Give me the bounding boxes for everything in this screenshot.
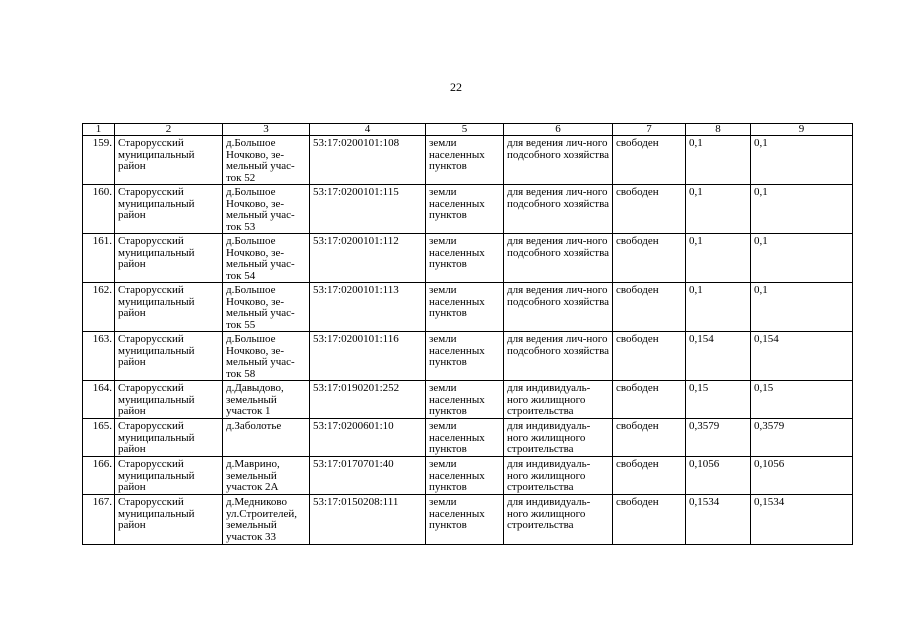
cadastral-number-cell: 53:17:0170701:40 — [310, 457, 426, 495]
district-cell: Старорусский муниципальный район — [115, 136, 223, 185]
area-cell-1: 0,154 — [686, 332, 751, 381]
row-number: 166. — [83, 457, 115, 495]
district-cell: Старорусский муниципальный район — [115, 185, 223, 234]
area-cell-1: 0,15 — [686, 381, 751, 419]
area-cell-2: 0,154 — [751, 332, 853, 381]
land-category-cell: земли населенных пунктов — [426, 332, 504, 381]
table-row — [83, 381, 853, 419]
status-cell: свободен — [613, 283, 686, 332]
row-number: 164. — [83, 381, 115, 419]
district-cell: Старорусский муниципальный район — [115, 457, 223, 495]
cadastral-number-cell: 53:17:0200601:10 — [310, 419, 426, 457]
district-cell: Старорусский муниципальный район — [115, 283, 223, 332]
table-row — [83, 136, 853, 185]
cadastral-number-cell: 53:17:0200101:113 — [310, 283, 426, 332]
location-cell: д.Маврино, земельный участок 2А — [223, 457, 310, 495]
row-number: 162. — [83, 283, 115, 332]
area-cell-2: 0,3579 — [751, 419, 853, 457]
header-col-8: 8 — [686, 124, 751, 136]
land-category-cell: земли населенных пунктов — [426, 381, 504, 419]
area-cell-1: 0,1 — [686, 185, 751, 234]
land-category-cell: земли населенных пунктов — [426, 419, 504, 457]
table-row — [83, 283, 853, 332]
location-cell: д.Медниково ул.Строителей, земельный участок 33 — [223, 495, 310, 545]
location-cell: д.Большое Ночково, зе-мельный учас-ток 55 — [223, 283, 310, 332]
land-category-cell: земли населенных пунктов — [426, 457, 504, 495]
location-cell: д.Большое Ночково, зе-мельный учас-ток 58 — [223, 332, 310, 381]
permitted-use-cell: для индивидуаль-ного жилищного строительства — [504, 381, 613, 419]
table-row — [83, 332, 853, 381]
header-col-5: 5 — [426, 124, 504, 136]
location-cell: д.Большое Ночково, зе-мельный учас-ток 52 — [223, 136, 310, 185]
row-number: 165. — [83, 419, 115, 457]
header-col-9: 9 — [751, 124, 853, 136]
area-cell-2: 0,1 — [751, 234, 853, 283]
permitted-use-cell: для индивидуаль-ного жилищного строительства — [504, 457, 613, 495]
status-cell: свободен — [613, 185, 686, 234]
land-category-cell: земли населенных пунктов — [426, 136, 504, 185]
permitted-use-cell: для ведения лич-ного подсобного хозяйства — [504, 234, 613, 283]
land-category-cell: земли населенных пунктов — [426, 283, 504, 332]
cadastral-number-cell: 53:17:0150208:111 — [310, 495, 426, 545]
area-cell-1: 0,1 — [686, 283, 751, 332]
status-cell: свободен — [613, 332, 686, 381]
table-row — [83, 457, 853, 495]
area-cell-1: 0,1 — [686, 136, 751, 185]
cadastral-number-cell: 53:17:0190201:252 — [310, 381, 426, 419]
header-col-6: 6 — [504, 124, 613, 136]
header-col-7: 7 — [613, 124, 686, 136]
header-row — [83, 124, 853, 136]
area-cell-1: 0,1056 — [686, 457, 751, 495]
permitted-use-cell: для индивидуаль-ного жилищного строительства — [504, 495, 613, 545]
row-number: 167. — [83, 495, 115, 545]
header-col-4: 4 — [310, 124, 426, 136]
location-cell: д.Большое Ночково, зе-мельный учас-ток 53 — [223, 185, 310, 234]
permitted-use-cell: для ведения лич-ного подсобного хозяйства — [504, 332, 613, 381]
land-category-cell: земли населенных пунктов — [426, 185, 504, 234]
location-cell: д.Давыдово, земельный участок 1 — [223, 381, 310, 419]
status-cell: свободен — [613, 495, 686, 545]
location-cell: д.Большое Ночково, зе-мельный учас-ток 54 — [223, 234, 310, 283]
header-col-2: 2 — [115, 124, 223, 136]
status-cell: свободен — [613, 419, 686, 457]
area-cell-1: 0,1534 — [686, 495, 751, 545]
table-row — [83, 185, 853, 234]
permitted-use-cell: для ведения лич-ного подсобного хозяйства — [504, 136, 613, 185]
area-cell-2: 0,1 — [751, 185, 853, 234]
page-number: 22 — [450, 80, 462, 94]
permitted-use-cell: для ведения лич-ного подсобного хозяйства — [504, 185, 613, 234]
district-cell: Старорусский муниципальный район — [115, 381, 223, 419]
land-plots-table — [82, 123, 853, 545]
location-cell: д.Заболотье — [223, 419, 310, 457]
permitted-use-cell: для индивидуаль-ного жилищного строительства — [504, 419, 613, 457]
land-category-cell: земли населенных пунктов — [426, 234, 504, 283]
area-cell-2: 0,15 — [751, 381, 853, 419]
district-cell: Старорусский муниципальный район — [115, 332, 223, 381]
area-cell-1: 0,3579 — [686, 419, 751, 457]
table-row — [83, 495, 853, 545]
status-cell: свободен — [613, 381, 686, 419]
district-cell: Старорусский муниципальный район — [115, 419, 223, 457]
cadastral-number-cell: 53:17:0200101:115 — [310, 185, 426, 234]
row-number: 160. — [83, 185, 115, 234]
cadastral-number-cell: 53:17:0200101:112 — [310, 234, 426, 283]
row-number: 161. — [83, 234, 115, 283]
status-cell: свободен — [613, 136, 686, 185]
area-cell-1: 0,1 — [686, 234, 751, 283]
status-cell: свободен — [613, 234, 686, 283]
district-cell: Старорусский муниципальный район — [115, 234, 223, 283]
area-cell-2: 0,1 — [751, 283, 853, 332]
area-cell-2: 0,1056 — [751, 457, 853, 495]
table-row — [83, 419, 853, 457]
status-cell: свободен — [613, 457, 686, 495]
row-number: 159. — [83, 136, 115, 185]
table-row — [83, 234, 853, 283]
cadastral-number-cell: 53:17:0200101:108 — [310, 136, 426, 185]
row-number: 163. — [83, 332, 115, 381]
cadastral-number-cell: 53:17:0200101:116 — [310, 332, 426, 381]
header-col-1: 1 — [83, 124, 115, 136]
area-cell-2: 0,1 — [751, 136, 853, 185]
area-cell-2: 0,1534 — [751, 495, 853, 545]
land-category-cell: земли населенных пунктов — [426, 495, 504, 545]
permitted-use-cell: для ведения лич-ного подсобного хозяйства — [504, 283, 613, 332]
header-col-3: 3 — [223, 124, 310, 136]
district-cell: Старорусский муниципальный район — [115, 495, 223, 545]
